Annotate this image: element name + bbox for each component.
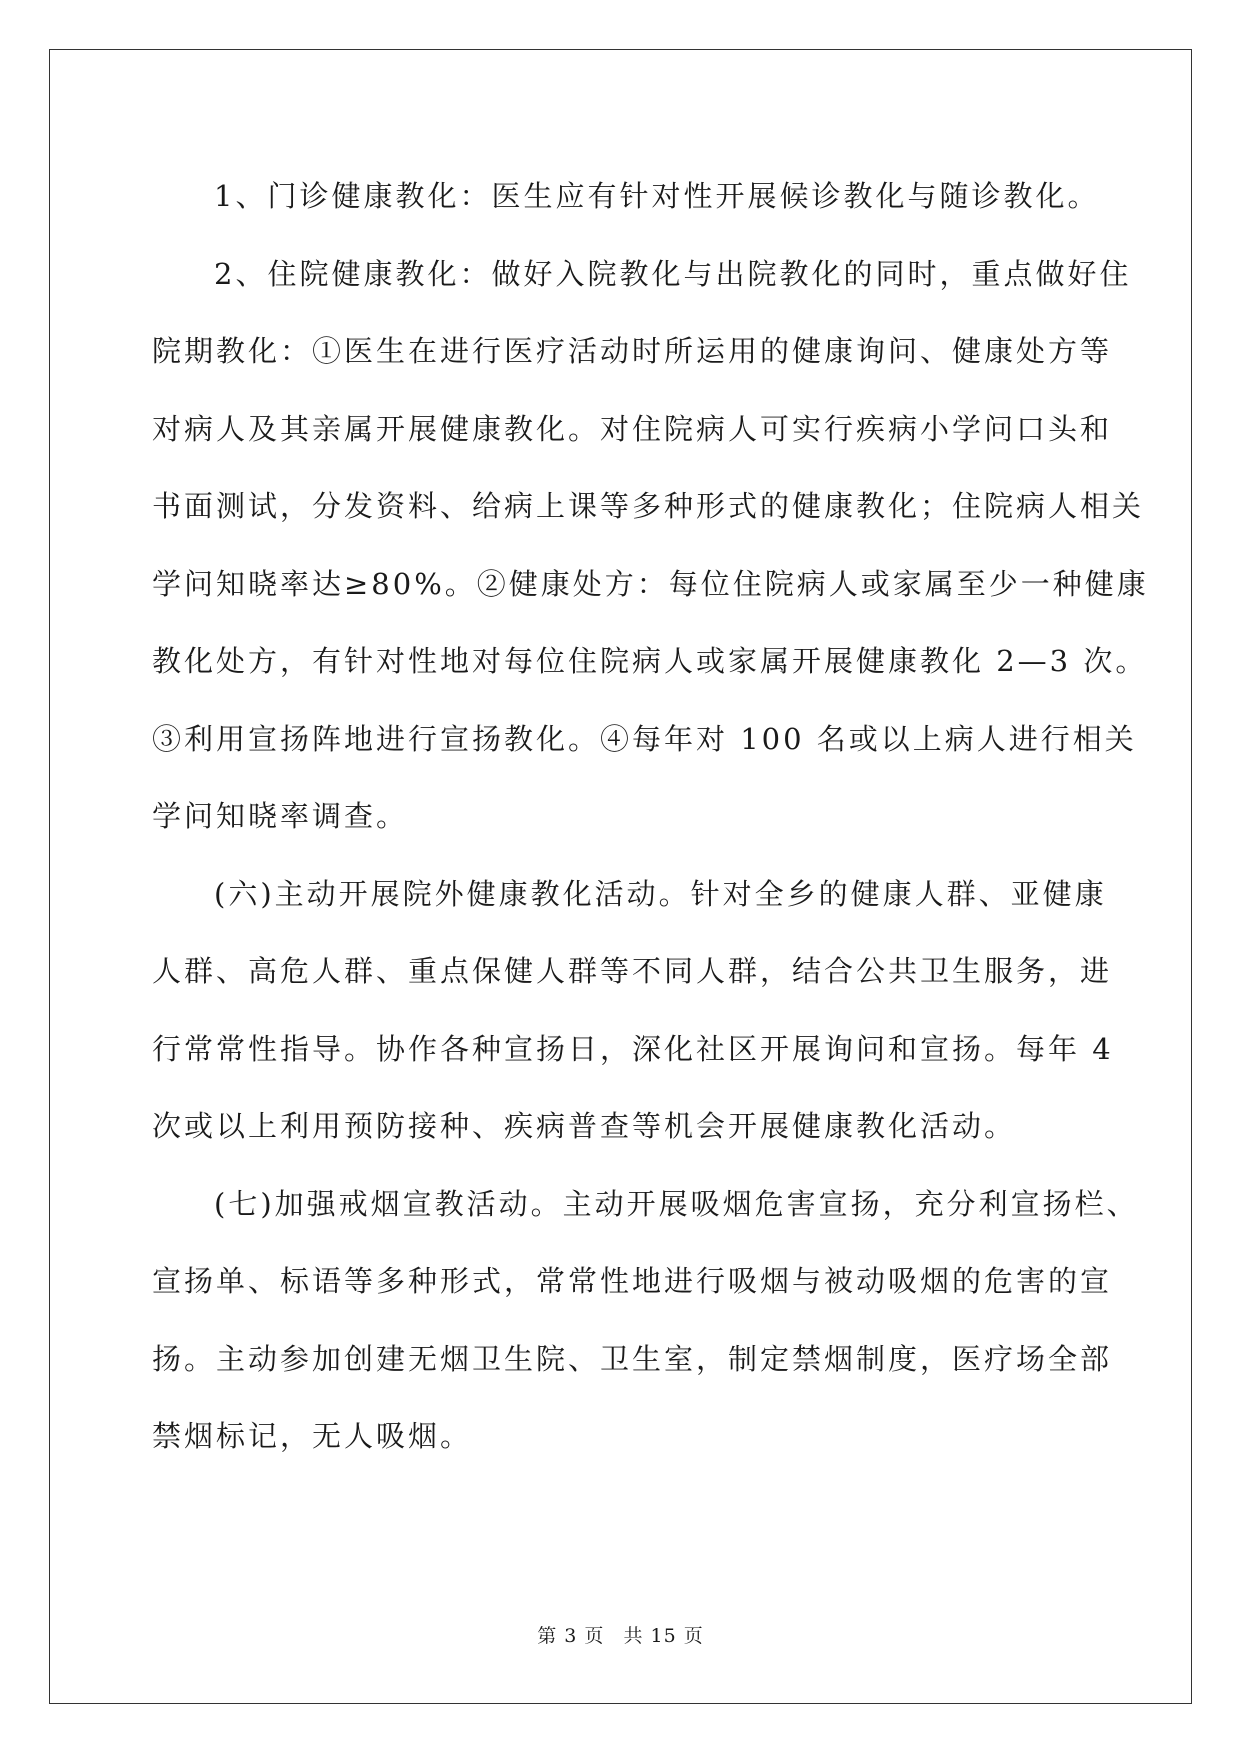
- text-line: 教化处方，有针对性地对每位住院病人或家属开展健康教化 2—3 次。: [152, 644, 1148, 678]
- text-line: 书面测试，分发资料、给病上课等多种形式的健康教化；住院病人相关: [152, 489, 1145, 523]
- text-line: 人群、高危人群、重点保健人群等不同人群，结合公共卫生服务，进: [152, 954, 1113, 988]
- document-body: [152, 158, 1149, 1476]
- paragraph-smoking: [152, 1166, 1139, 1476]
- paragraph-outreach: [152, 856, 1114, 1166]
- paragraph-outpatient: [152, 158, 1100, 236]
- text-line: 次或以上利用预防接种、疾病普查等机会开展健康教化活动。: [152, 1109, 1017, 1143]
- text-line: (七)加强戒烟宣教活动。主动开展吸烟危害宣扬，充分利宣扬栏、: [214, 1186, 1139, 1221]
- paragraph-inpatient: [152, 236, 1149, 856]
- text-line: 禁烟标记，无人吸烟。: [152, 1419, 473, 1453]
- text-line: 行常常性指导。协作各种宣扬日，深化社区开展询问和宣扬。每年 4: [152, 1031, 1114, 1066]
- text-line: 院期教化：①医生在进行医疗活动时所运用的健康询问、健康处方等: [152, 334, 1113, 368]
- page-footer: [0, 1621, 1241, 1648]
- text-line: 学问知晓率达≥80%。②健康处方：每位住院病人或家属至少一种健康: [152, 566, 1149, 601]
- text-line: 1、门诊健康教化：医生应有针对性开展候诊教化与随诊教化。: [214, 179, 1100, 213]
- text-line: (六)主动开展院外健康教化活动。针对全乡的健康人群、亚健康: [214, 876, 1107, 911]
- page-number: 第 3 页: [537, 1625, 605, 1647]
- text-line: ③利用宣扬阵地进行宣扬教化。④每年对 100 名或以上病人进行相关: [152, 721, 1137, 756]
- text-line: 对病人及其亲属开展健康教化。对住院病人可实行疾病小学问口头和: [152, 411, 1113, 446]
- text-line: 2、住院健康教化：做好入院教化与出院教化的同时，重点做好住: [214, 256, 1132, 291]
- text-line: 宣扬单、标语等多种形式，常常性地进行吸烟与被动吸烟的危害的宣: [152, 1264, 1113, 1298]
- page-total: 共 15 页: [623, 1625, 704, 1647]
- text-line: 学问知晓率调查。: [152, 799, 409, 833]
- text-line: 扬。主动参加创建无烟卫生院、卫生室，制定禁烟制度，医疗场全部: [152, 1341, 1113, 1376]
